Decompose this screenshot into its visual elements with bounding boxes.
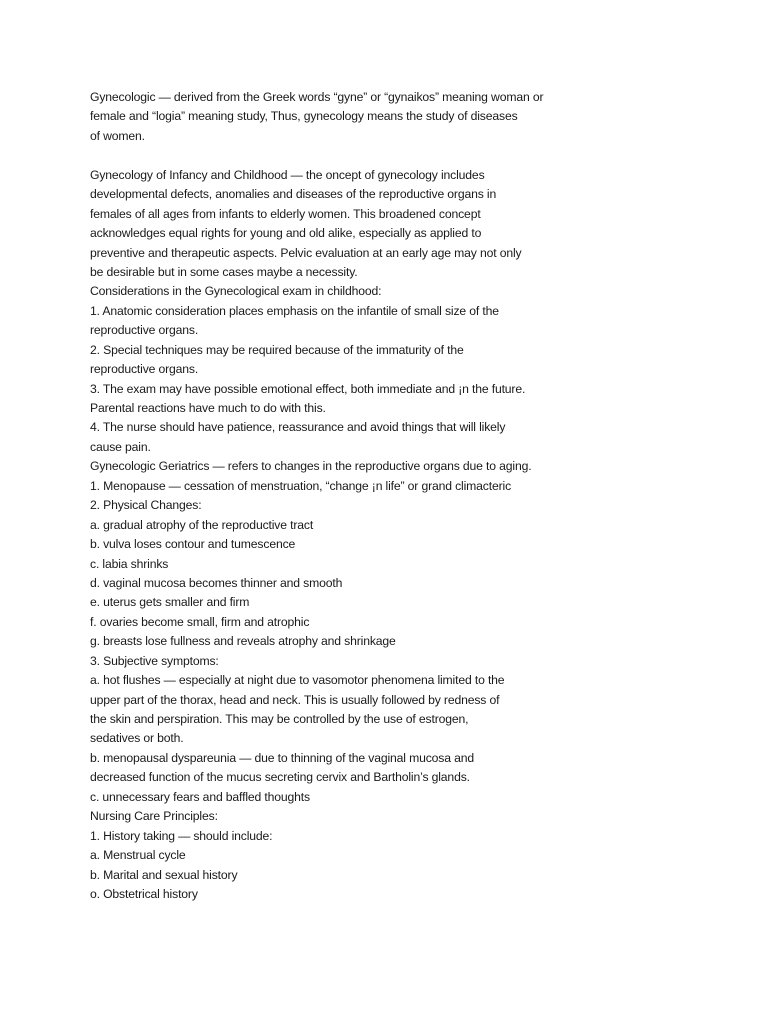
text-line: the skin and perspiration. This may be controlled by the use of estrogen, — [90, 712, 469, 726]
text-line: 1. Menopause — cessation of menstruation, “change ¡n life” or grand climacteric — [90, 478, 512, 493]
text-line: sedatives or both. — [90, 731, 184, 746]
text-line: b. Marital and sexual history — [90, 867, 238, 882]
text-line: decreased function of the mucus secreting cervix and Bartholin’s glands. — [90, 770, 470, 785]
section-heading: Nursing Care Principles: — [90, 809, 218, 824]
text-line: 3. The exam may have possible emotional effect, both immediate and ¡n the future. — [90, 381, 526, 396]
text-line: 2. Special techniques may be required because of the immaturity of the — [90, 342, 464, 357]
section-heading: Gynecologic Geriatrics — refers to changes in the reproductive organs due to aging. — [90, 459, 532, 474]
text-line: f. ovaries become small, firm and atrophic — [90, 614, 310, 629]
section-heading: Considerations in the Gynecological exam in childhood: — [90, 284, 382, 299]
text-line: preventive and therapeutic aspects. Pelvic evaluation at an early age may not only — [90, 245, 522, 260]
text-line: a. gradual atrophy of the reproductive tract — [90, 517, 314, 532]
text-line: reproductive organs. — [90, 362, 199, 377]
paragraph-gynecology-infancy — [90, 166, 710, 905]
paragraph-gynecologic-definition — [90, 88, 710, 146]
text-line: 1. History taking — should include: — [90, 828, 273, 843]
document-page — [90, 88, 710, 904]
text-line: upper part of the thorax, head and neck. This is usually followed by redness of — [90, 692, 500, 707]
text-line: a. hot flushes — especially at night due to vasomotor phenomena limited to the — [90, 673, 505, 688]
text-line: 1. Anatomic consideration places emphasis on the infantile of small size of the — [90, 303, 499, 318]
text-line: o. Obstetrical history — [90, 886, 198, 901]
paragraph-gap — [90, 146, 710, 165]
text-line: 3. Subjective symptoms: — [90, 653, 219, 668]
text-line: developmental defects, anomalies and diseases of the reproductive organs in — [90, 187, 497, 202]
text-line: be desirable but in some cases maybe a necessity. — [90, 264, 358, 279]
text-line: females of all ages from infants to elderly women. This broadened concept — [90, 206, 481, 221]
text-line: Gynecologic — derived from the Greek words “gyne” or “gynaikos” meaning woman or — [90, 90, 544, 104]
text-line: c. unnecessary fears and baffled thoughts — [90, 789, 310, 804]
text-line: b. vulva loses contour and tumescence — [90, 537, 296, 552]
text-line: e. uterus gets smaller and firm — [90, 595, 250, 610]
text-line: acknowledges equal rights for young and old alike, especially as applied to — [90, 226, 482, 241]
text-line: g. breasts lose fullness and reveals atrophy and shrinkage — [90, 634, 396, 649]
text-line: of women. — [90, 128, 145, 143]
text-line: d. vaginal mucosa becomes thinner and smooth — [90, 575, 343, 590]
text-line: 2. Physical Changes: — [90, 498, 202, 513]
text-line: cause pain. — [90, 439, 151, 454]
text-line: c. labia shrinks — [90, 556, 169, 571]
text-line: Gynecology of Infancy and Childhood — the oncept of gynecology includes — [90, 167, 485, 182]
text-line: b. menopausal dyspareunia — due to thinning of the vaginal mucosa and — [90, 750, 474, 765]
text-line: female and “logia” meaning study, Thus, gynecology means the study of diseases — [90, 109, 518, 124]
text-line: a. Menstrual cycle — [90, 848, 186, 863]
text-line: 4. The nurse should have patience, reassurance and avoid things that will likely — [90, 420, 506, 435]
text-line: Parental reactions have much to do with this. — [90, 401, 326, 415]
text-line: reproductive organs. — [90, 323, 199, 338]
